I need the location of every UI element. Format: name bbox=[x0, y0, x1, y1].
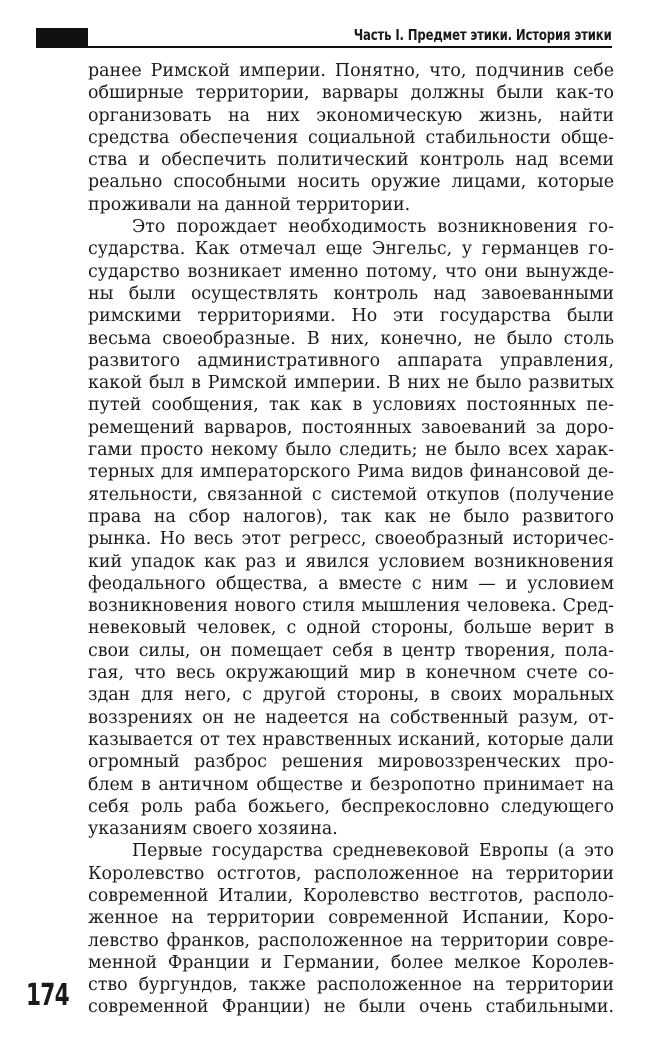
text-line: терных для императорского Рима видов финансовой де- bbox=[88, 462, 614, 483]
text-line: Королевство остготов, расположенное на территории bbox=[88, 863, 614, 884]
text-line: свои силы, он помещает себя в центр творения, пола- bbox=[88, 640, 614, 661]
text-line: гая, что весь окружающий мир в конечном счете со- bbox=[88, 663, 614, 684]
text-line: менной Франции и Германии, более мелкое Королев- bbox=[88, 952, 614, 973]
text-line: левство франков, расположенное на территории совре- bbox=[88, 930, 614, 951]
text-line: организовать на них экономическую жизнь, найти bbox=[88, 105, 614, 126]
text-line: Первые государства средневековой Европы (а это bbox=[132, 841, 614, 862]
text-line: средства обеспечения социальной стабильности обще- bbox=[88, 127, 614, 148]
text-line: Это порождает необходимость возникновения го- bbox=[132, 217, 614, 238]
text-line: путей сообщения, так как в условиях постоянных пе- bbox=[88, 395, 614, 416]
text-line: реально способными носить оружие лицами, которые bbox=[88, 172, 614, 193]
text-line: ны были осуществлять контроль над завоеванными bbox=[88, 283, 614, 304]
text-line: проживали на данной территории. bbox=[88, 194, 411, 215]
text-line: ство бургундов, также расположенное на территории bbox=[88, 975, 614, 996]
text-line: гами просто некому было следить; не было всех харак- bbox=[88, 440, 614, 461]
text-line: современной Франции) не были очень стабильными. bbox=[88, 997, 614, 1018]
page-number: 174 bbox=[26, 978, 69, 1013]
text-line: огромный разброс решения мировоззренческих про- bbox=[88, 752, 614, 773]
text-line: современной Италии, Королевство вестготов, располо- bbox=[88, 885, 614, 906]
text-line: права на сбор налогов), так как не было развитого bbox=[88, 506, 614, 527]
body-text bbox=[88, 60, 614, 1019]
running-head: Часть I. Предмет этики. История этики bbox=[354, 26, 612, 44]
text-line: развитого административного аппарата управления, bbox=[88, 350, 614, 371]
header-rule bbox=[36, 46, 612, 48]
text-line: ранее Римской империи. Понятно, что, подчинив себе bbox=[88, 61, 614, 81]
text-line: какой был в Римской империи. В них не было развитых bbox=[88, 373, 614, 394]
text-line: себя роль раба божьего, беспрекословно следующего bbox=[88, 796, 614, 817]
header-bar bbox=[36, 28, 88, 47]
text-line: женное на территории современной Испании, Коро- bbox=[88, 908, 614, 929]
text-line: блем в античном обществе и безропотно принимает на bbox=[88, 774, 614, 795]
text-line: невековый человек, с одной стороны, больше верит в bbox=[88, 618, 614, 639]
text-line: ства и обеспечить политический контроль над всеми bbox=[88, 150, 614, 171]
text-line: указаниям своего хозяина. bbox=[88, 819, 338, 840]
text-line: обширные территории, варвары должны были как-то bbox=[88, 83, 614, 104]
text-line: феодального общества, а вместе с ним — и условием bbox=[88, 573, 614, 594]
text-line: весьма своеобразные. В них, конечно, не было столь bbox=[88, 328, 614, 349]
text-line: здан для него, с другой стороны, в своих моральных bbox=[88, 685, 614, 706]
text-line: римскими территориями. Но эти государства были bbox=[88, 306, 614, 327]
text-line: воззрениях он не надеется на собственный разум, от- bbox=[88, 707, 614, 728]
text-line: казывается от тех нравственных исканий, которые дали bbox=[88, 729, 614, 750]
text-line: кий упадок как раз и явился условием возникновения bbox=[88, 551, 614, 572]
text-line: ятельности, связанной с системой откупов (получение bbox=[88, 484, 614, 505]
text-line: рынка. Но весь этот регресс, своеобразный историчес- bbox=[88, 529, 614, 550]
text-line: сударство возникает именно потому, что они вынужде- bbox=[88, 261, 614, 282]
text-line: сударства. Как отмечал еще Энгельс, у германцев го- bbox=[88, 239, 614, 260]
text-line: ремещений варваров, постоянных завоеваний за доро- bbox=[88, 417, 614, 438]
text-line: возникновения нового стиля мышления человека. Сред- bbox=[88, 596, 614, 617]
